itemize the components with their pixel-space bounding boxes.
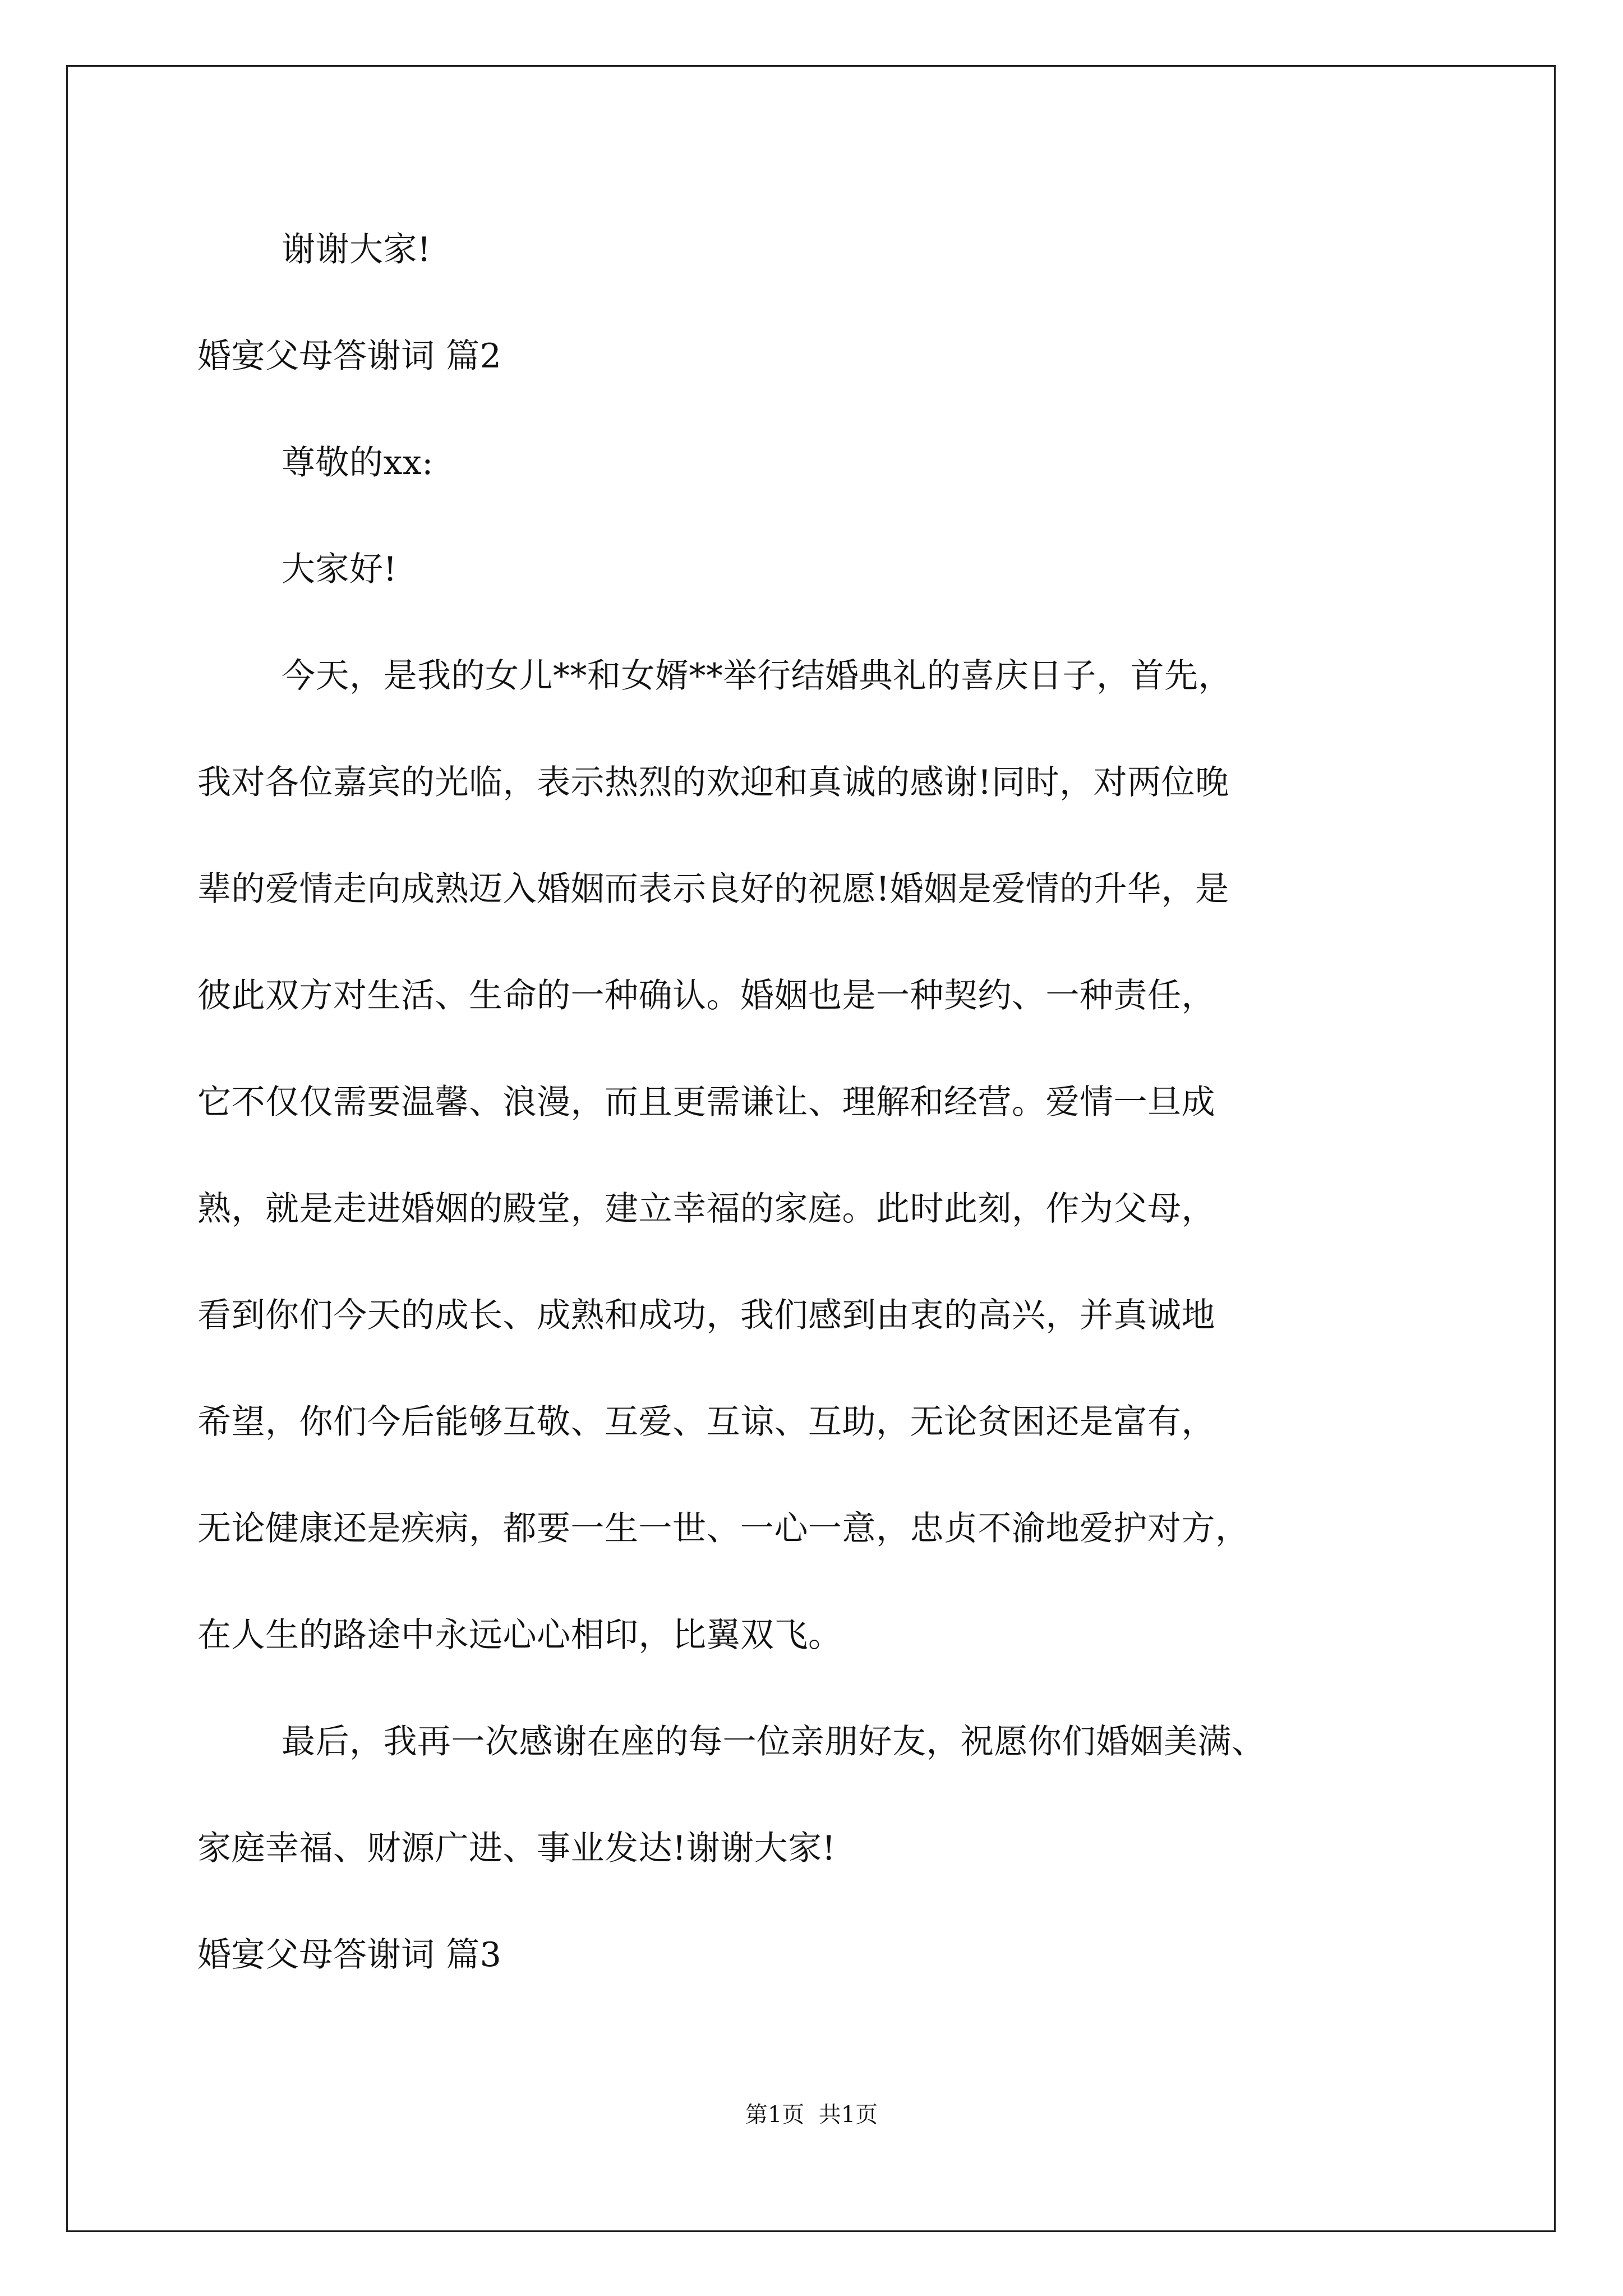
salutation-line: 尊敬的xx: <box>282 443 434 482</box>
body-paragraph-line: 辈的爱情走向成熟迈入婚姻而表示良好的祝愿!婚姻是爱情的升华，是 <box>197 869 1229 909</box>
body-paragraph-line: 无论健康还是疾病，都要一生一世、一心一意，忠贞不渝地爱护对方， <box>197 1509 1249 1548</box>
closing-thanks-line: 谢谢大家! <box>282 230 431 269</box>
body-paragraph-line: 它不仅仅需要温馨、浪漫，而且更需谦让、理解和经营。爱情一旦成 <box>197 1083 1215 1122</box>
body-paragraph-line: 希望，你们今后能够互敬、互爱、互谅、互助，无论贫困还是富有， <box>197 1402 1215 1442</box>
section-heading-part-3: 婚宴父母答谢词 篇3 <box>197 1935 502 1975</box>
greeting-line: 大家好! <box>282 550 398 589</box>
body-paragraph-line: 熟，就是走进婚姻的殿堂，建立幸福的家庭。此时此刻，作为父母， <box>197 1189 1215 1228</box>
page-border <box>66 65 1556 2232</box>
body-paragraph-line: 彼此双方对生活、生命的一种确认。婚姻也是一种契约、一种责任， <box>197 976 1215 1015</box>
closing-paragraph-line: 家庭幸福、财源广进、事业发达!谢谢大家! <box>197 1829 836 1868</box>
body-paragraph-line: 今天，是我的女儿**和女婿**举行结婚典礼的喜庆日子，首先， <box>282 656 1232 696</box>
body-paragraph-line: 我对各位嘉宾的光临，表示热烈的欢迎和真诚的感谢!同时，对两位晚 <box>197 763 1229 802</box>
closing-paragraph-line: 最后，我再一次感谢在座的每一位亲朋好友，祝愿你们婚姻美满、 <box>282 1722 1266 1761</box>
body-paragraph-line: 看到你们今天的成长、成熟和成功，我们感到由衷的高兴，并真诚地 <box>197 1296 1215 1335</box>
section-heading-part-2: 婚宴父母答谢词 篇2 <box>197 337 502 376</box>
page-footer: 第1页 共1页 <box>745 2102 878 2128</box>
body-paragraph-line: 在人生的路途中永远心心相印，比翼双飞。 <box>197 1616 842 1655</box>
